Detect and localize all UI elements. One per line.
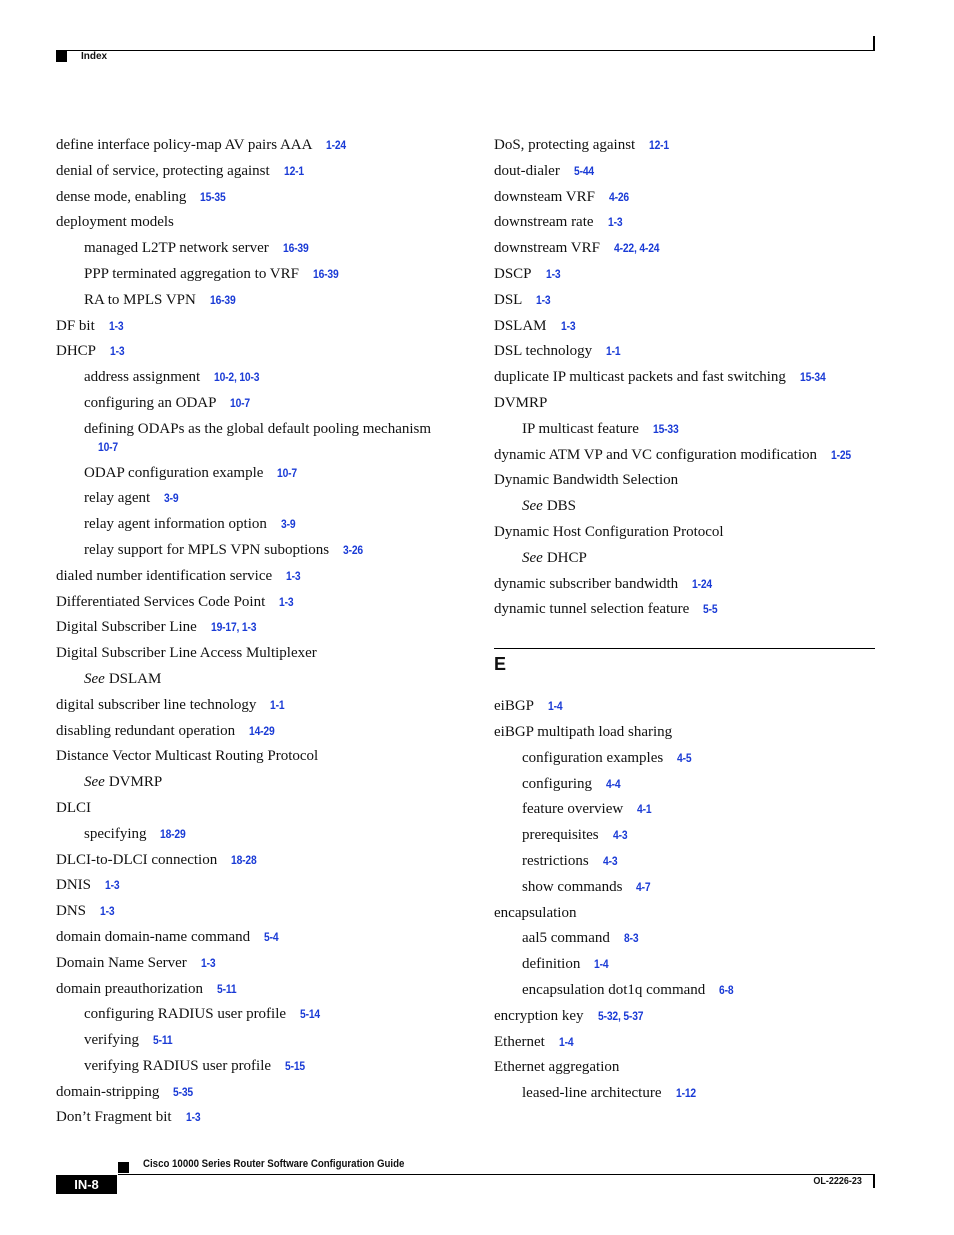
index-entry (494, 263, 875, 289)
index-term: eiBGP (494, 698, 535, 715)
page-reference-link[interactable]: 5-11 (217, 981, 237, 996)
index-subentry (494, 547, 875, 573)
index-term: deployment models (56, 214, 174, 231)
index-term: DoS, protecting against (494, 137, 636, 153)
index-term: verifying (84, 1032, 139, 1049)
index-term: encapsulation (494, 904, 577, 921)
page-reference-link[interactable]: 15-35 (200, 189, 226, 204)
index-term: Dynamic Bandwidth Selection (494, 472, 679, 489)
see-reference-label: See (84, 670, 105, 687)
page-reference-link[interactable]: 16-39 (209, 292, 236, 307)
index-entry (56, 1081, 436, 1107)
page-reference-link[interactable]: 15-33 (652, 421, 679, 436)
index-subentry (56, 237, 436, 263)
index-term: relay support for MPLS VPN suboptions (84, 541, 330, 558)
index-entry (56, 978, 436, 1004)
index-entry (56, 720, 436, 746)
index-term: managed L2TP network server (84, 240, 269, 257)
index-term: configuration examples (522, 749, 664, 766)
index-term: configuring (522, 775, 592, 792)
index-term: DSLAM (108, 670, 162, 687)
index-entry (494, 1056, 875, 1082)
index-term: feature overview (522, 801, 624, 818)
index-entry (56, 134, 436, 160)
index-entry (56, 211, 436, 237)
page-reference-link[interactable]: 15-34 (799, 370, 826, 385)
page-reference-link[interactable]: 1-1 (606, 344, 621, 359)
index-subentry (494, 953, 875, 979)
index-entry (56, 694, 436, 720)
index-entry (494, 289, 875, 315)
page-reference-link[interactable]: 14-29 (249, 723, 275, 738)
index-term: DSCP (494, 265, 532, 282)
page-reference-link[interactable]: 1-24 (692, 576, 713, 591)
page-reference-link[interactable]: 16-39 (313, 266, 339, 281)
index-entry (56, 186, 436, 212)
page-reference-link[interactable]: 1-3 (108, 318, 124, 333)
index-column-right (494, 134, 875, 1108)
index-term: Domain Name Server (56, 954, 187, 971)
page-reference-link[interactable]: 12-1 (283, 163, 304, 178)
page-reference-link[interactable]: 4-4 (605, 776, 621, 791)
index-term: DVMRP (108, 774, 163, 791)
index-term: restrictions (522, 852, 589, 869)
footer-book-title: Cisco 10000 Series Router Software Configuration Guide (143, 1158, 405, 1170)
index-subentry (56, 668, 436, 694)
index-term: encryption key (494, 1007, 584, 1024)
index-subentry (56, 1055, 436, 1081)
index-subentry (56, 263, 436, 289)
index-entry (56, 952, 436, 978)
index-term: relay agent information option (84, 516, 267, 533)
index-term: downstream VRF (494, 240, 600, 257)
index-term: DLCI-to-DLCI connection (56, 851, 218, 868)
page-reference-link[interactable]: 1-12 (675, 1086, 696, 1101)
page-reference-link[interactable]: 18-29 (160, 826, 187, 841)
page-reference-link[interactable]: 1-3 (545, 266, 560, 281)
index-term: downsteam VRF (494, 188, 595, 205)
index-subentry (494, 850, 875, 876)
index-subentry (56, 418, 436, 462)
index-term: specifying (84, 825, 147, 842)
index-entry (56, 900, 436, 926)
index-section-heading: E (494, 648, 875, 695)
index-subentry (494, 418, 875, 444)
page-reference-link[interactable]: 5-11 (152, 1033, 173, 1048)
index-term: relay agent (84, 490, 151, 507)
page-reference-link[interactable]: 1-25 (831, 447, 851, 462)
page-reference-link[interactable]: 5-44 (573, 163, 594, 178)
index-term: domain preauthorization (56, 980, 204, 997)
page-reference-link[interactable]: 10-7 (98, 439, 118, 454)
footer-corner-mark (873, 1174, 875, 1188)
index-term: DSLAM (494, 317, 547, 334)
page-reference-link[interactable]: 18-28 (231, 852, 257, 867)
page-reference-link[interactable]: 1-3 (100, 904, 115, 919)
index-term: digital subscriber line technology (56, 696, 257, 713)
index-subentry (56, 771, 436, 797)
page-reference-link[interactable]: 5-32, 5-37 (597, 1008, 643, 1023)
index-term: ODAP configuration example (84, 464, 264, 481)
index-term: DHCP (56, 343, 97, 360)
page-reference-link[interactable]: 5-4 (264, 929, 279, 944)
index-entry (56, 1106, 436, 1132)
page-reference-link[interactable]: 6-8 (719, 982, 734, 997)
index-subentry (56, 513, 436, 539)
index-term: prerequisites (522, 827, 599, 844)
index-entry (56, 340, 436, 366)
index-entry (56, 926, 436, 952)
page-reference-link[interactable]: 3-9 (280, 517, 296, 532)
index-subentry (494, 1082, 875, 1108)
page-reference-link[interactable]: 10-7 (230, 395, 251, 410)
index-entry (494, 160, 875, 186)
index-term: show commands (522, 878, 623, 895)
index-term: Don’t Fragment bit (56, 1109, 172, 1126)
index-term: domain domain-name command (56, 928, 251, 945)
page-reference-link[interactable]: 4-26 (608, 189, 629, 204)
index-column-left (56, 134, 436, 1132)
index-term: define interface policy-map AV pairs AAA (56, 137, 313, 153)
index-term: DSL (494, 291, 523, 308)
header-section-label: Index (81, 51, 108, 62)
index-entry (56, 797, 436, 823)
index-entry (494, 186, 875, 212)
index-term: dynamic tunnel selection feature (494, 601, 690, 618)
page-reference-link[interactable]: 3-9 (164, 491, 179, 506)
index-term: duplicate IP multicast packets and fast switching (494, 369, 786, 386)
index-subentry (56, 462, 436, 488)
index-entry (56, 745, 436, 771)
index-entry (494, 211, 875, 237)
index-term: disabling redundant operation (56, 722, 236, 739)
index-term: DVMRP (494, 394, 548, 411)
index-term: DNS (56, 903, 87, 920)
index-term: IP multicast feature (522, 420, 639, 437)
index-entry (494, 469, 875, 495)
index-term: Ethernet aggregation (494, 1059, 620, 1076)
index-term: Differentiated Services Code Point (56, 593, 266, 610)
index-entry (494, 521, 875, 547)
header-corner-mark (873, 36, 875, 51)
page-reference-link[interactable]: 16-39 (282, 241, 309, 256)
index-subentry (56, 289, 436, 315)
index-entry (494, 237, 875, 263)
page-reference-link[interactable]: 1-3 (185, 1110, 200, 1125)
see-reference-label: See (522, 549, 543, 566)
page-reference-link[interactable]: 3-26 (343, 542, 364, 557)
page-reference-link[interactable]: 19-17, 1-3 (210, 620, 257, 635)
index-term: PPP terminated aggregation to VRF (84, 265, 299, 282)
page-reference-link[interactable]: 1-3 (607, 215, 622, 230)
index-term: DBS (546, 498, 577, 515)
page-reference-link[interactable]: 4-1 (637, 802, 652, 817)
page-reference-link[interactable]: 1-4 (548, 699, 563, 714)
index-subentry (56, 539, 436, 565)
index-entry (494, 315, 875, 341)
index-subentry (494, 927, 875, 953)
page-reference-link[interactable]: 12-1 (649, 138, 670, 152)
footer-doc-number: OL-2226-23 (813, 1176, 862, 1187)
index-term: Distance Vector Multicast Routing Protocol (56, 748, 319, 765)
page-reference-link[interactable]: 5-35 (173, 1084, 194, 1099)
page-reference-link[interactable]: 4-7 (636, 879, 651, 894)
footer-page-number: IN-8 (56, 1175, 117, 1194)
index-term: RA to MPLS VPN (84, 291, 196, 308)
index-term: domain-stripping (56, 1083, 160, 1100)
see-reference-label: See (522, 498, 543, 515)
page-reference-link[interactable]: 1-1 (270, 697, 285, 712)
index-subentry (56, 487, 436, 513)
index-term: dialed number identification service (56, 567, 273, 584)
index-entry (56, 160, 436, 186)
index-term: defining ODAPs as the global default pooling mechanism (84, 420, 432, 437)
index-subentry (56, 366, 436, 392)
index-entry (56, 616, 436, 642)
index-subentry (56, 392, 436, 418)
page-reference-link[interactable]: 10-7 (277, 465, 298, 480)
index-entry (494, 1005, 875, 1031)
index-entry (494, 598, 875, 624)
index-entry (494, 721, 875, 747)
index-entry (494, 340, 875, 366)
index-entry (494, 1031, 875, 1057)
index-entry (494, 392, 875, 418)
page-reference-link[interactable]: 5-14 (300, 1007, 321, 1022)
page-reference-link[interactable]: 4-3 (612, 828, 628, 843)
page-reference-link[interactable]: 1-3 (279, 594, 294, 609)
see-reference-label: See (84, 774, 105, 791)
index-subentry (494, 798, 875, 824)
page-reference-link[interactable]: 1-3 (200, 955, 216, 970)
index-term: DLCI (56, 799, 91, 816)
index-term: Ethernet (494, 1033, 545, 1050)
index-term: denial of service, protecting against (56, 162, 270, 179)
index-entry (56, 849, 436, 875)
index-term: definition (522, 956, 581, 973)
index-entry (56, 565, 436, 591)
index-entry (56, 315, 436, 341)
index-subentry (494, 747, 875, 773)
page-reference-link[interactable]: 1-3 (286, 568, 301, 583)
page-reference-link[interactable]: 4-22, 4-24 (613, 241, 660, 256)
footer-rule (118, 1174, 875, 1175)
index-term: dynamic subscriber bandwidth (494, 575, 679, 592)
page-reference-link[interactable]: 1-4 (558, 1034, 574, 1049)
header-square-marker (56, 51, 67, 62)
index-term: DSL technology (494, 343, 593, 360)
page-reference-link[interactable]: 5-15 (285, 1058, 306, 1073)
footer-square-marker (118, 1162, 129, 1173)
index-term: dout-dialer (494, 162, 560, 179)
index-term: DHCP (546, 549, 587, 566)
index-term: eiBGP multipath load sharing (494, 723, 673, 740)
index-term: encapsulation dot1q command (522, 981, 706, 998)
index-term: dynamic ATM VP and VC configuration modification (494, 446, 818, 463)
index-subentry (56, 823, 436, 849)
index-term: Dynamic Host Configuration Protocol (494, 523, 724, 540)
page-reference-link[interactable]: 4-3 (602, 853, 618, 868)
index-term: verifying RADIUS user profile (84, 1057, 272, 1074)
index-subentry (494, 773, 875, 799)
index-entry (494, 573, 875, 599)
index-subentry (494, 876, 875, 902)
page-reference-link[interactable]: 1-4 (594, 957, 609, 972)
index-term: downstream rate (494, 214, 594, 231)
page-reference-link[interactable]: 1-3 (110, 344, 125, 359)
index-entry (494, 695, 875, 721)
page-reference-link[interactable]: 1-3 (560, 318, 575, 333)
index-term: aal5 command (522, 930, 610, 947)
index-subentry (494, 495, 875, 521)
index-subentry (494, 979, 875, 1005)
index-term: configuring an ODAP (84, 394, 217, 411)
index-entry (494, 444, 875, 470)
index-term: Digital Subscriber Line (56, 619, 197, 636)
page-reference-link[interactable]: 1-3 (105, 878, 120, 893)
index-entry (494, 134, 875, 160)
page-reference-link[interactable]: 4-5 (677, 750, 692, 765)
index-term: DNIS (56, 877, 92, 894)
index-subentry (56, 1003, 436, 1029)
index-term: leased-line architecture (522, 1085, 662, 1102)
index-entry (494, 366, 875, 392)
index-term: dense mode, enabling (56, 188, 187, 205)
index-entry (56, 591, 436, 617)
page-reference-link[interactable]: 8-3 (623, 931, 639, 946)
header-rule (56, 50, 875, 51)
page-reference-link[interactable]: 1-3 (536, 292, 551, 307)
index-subentry (56, 1029, 436, 1055)
index-subentry (494, 824, 875, 850)
index-term: Digital Subscriber Line Access Multiplexer (56, 645, 317, 662)
page-reference-link[interactable]: 5-5 (703, 602, 718, 617)
index-term: address assignment (84, 369, 201, 386)
index-term: configuring RADIUS user profile (84, 1006, 287, 1023)
page-reference-link[interactable]: 10-2, 10-3 (214, 370, 260, 385)
page-reference-link[interactable]: 1-24 (326, 138, 347, 152)
index-entry (56, 874, 436, 900)
index-term: DF bit (56, 317, 95, 334)
index-entry (56, 642, 436, 668)
index-entry (494, 902, 875, 928)
